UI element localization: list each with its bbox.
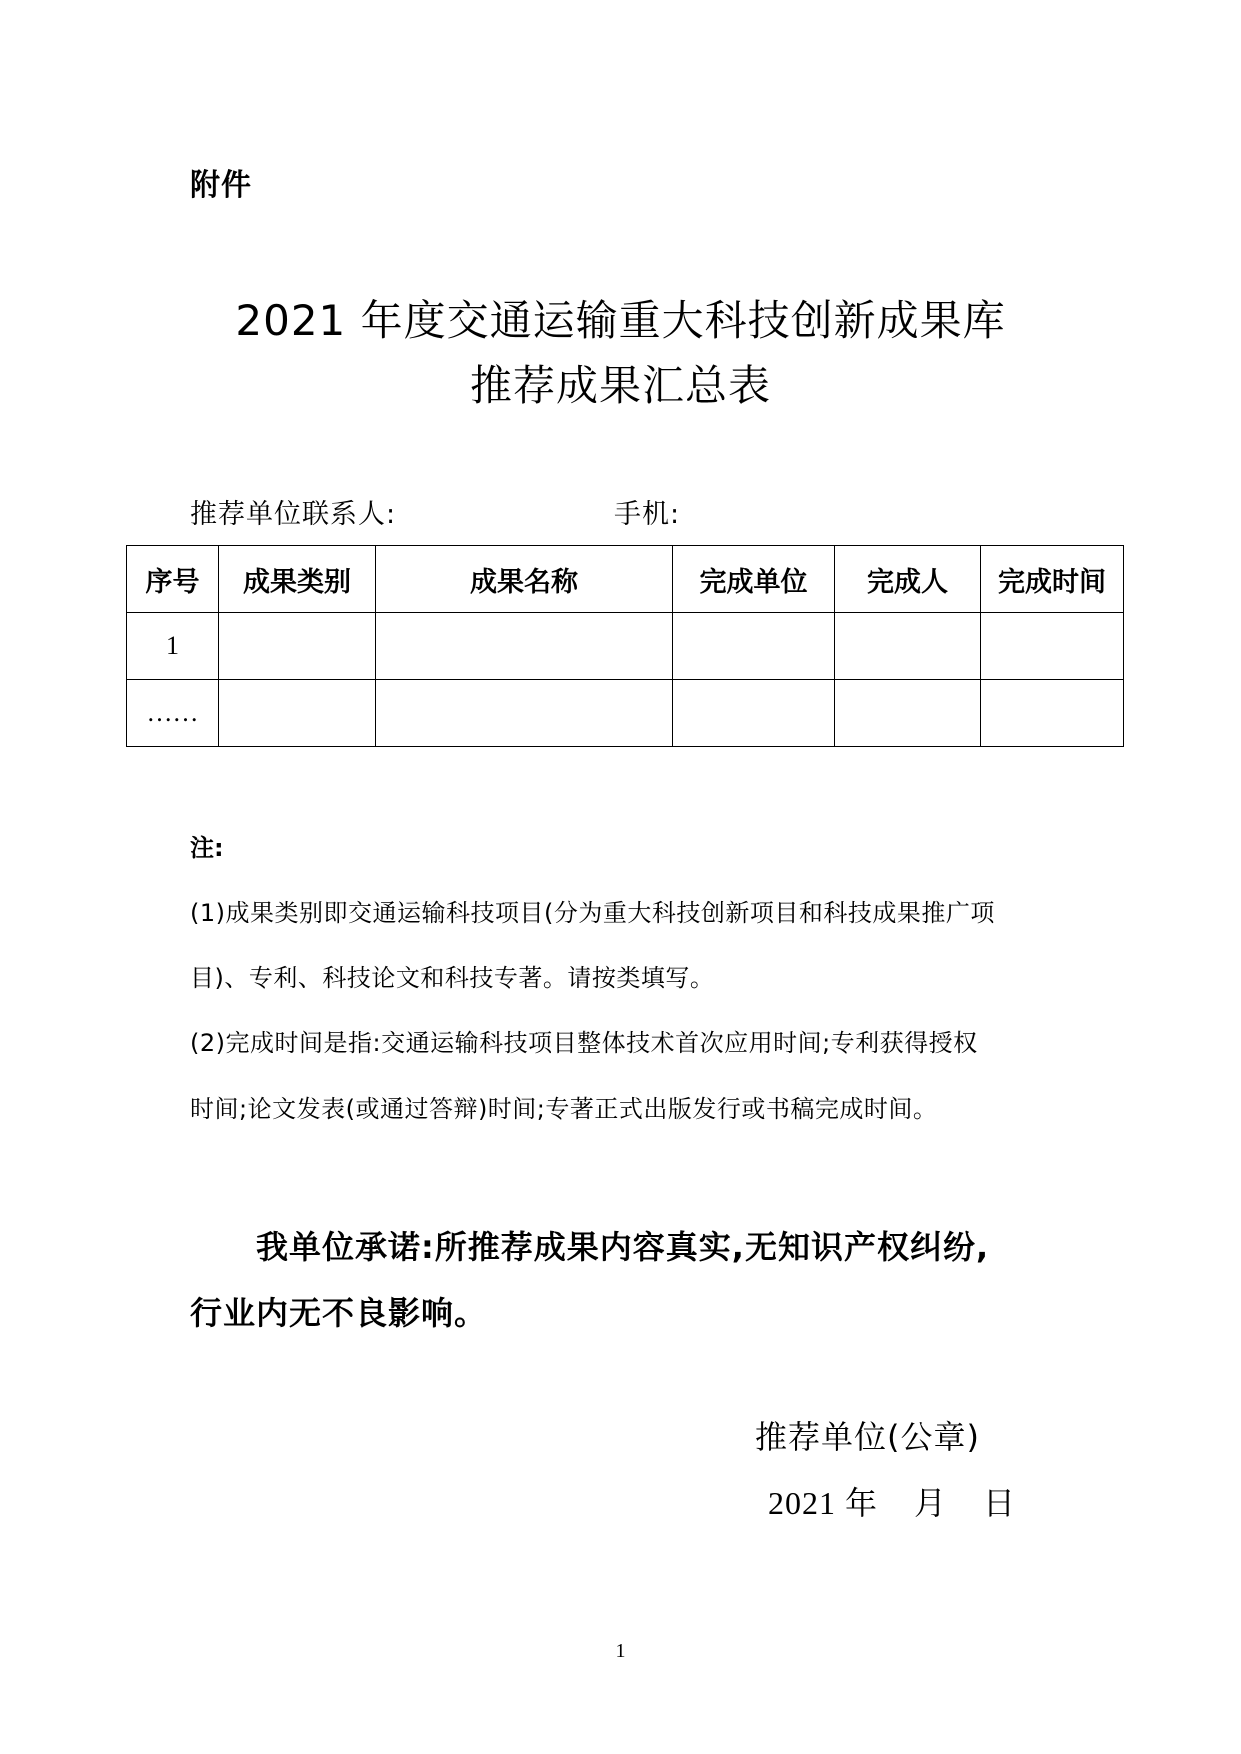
signature-date: 2021 年 月 日	[768, 1485, 1017, 1521]
note-1-line-2: 目)、专利、科技论文和科技专著。请按类填写。	[190, 964, 715, 992]
table-row	[127, 613, 1124, 680]
header-completer: 完成人	[835, 546, 981, 613]
table-cell: 1	[127, 613, 219, 680]
table-cell	[219, 680, 376, 747]
table-cell: ……	[127, 680, 219, 747]
header-result-category: 成果类别	[219, 546, 376, 613]
table-cell	[673, 613, 835, 680]
table-cell	[981, 613, 1124, 680]
table-cell	[219, 613, 376, 680]
table-cell	[376, 680, 673, 747]
table-cell	[835, 680, 981, 747]
note-2-line-1: (2)完成时间是指:交通运输科技项目整体技术首次应用时间;专利获得授权	[190, 1029, 978, 1057]
note-2-line-2: 时间;论文发表(或通过答辩)时间;专著正式出版发行或书稿完成时间。	[190, 1095, 938, 1123]
header-completion-time: 完成时间	[981, 546, 1124, 613]
header-completing-unit: 完成单位	[673, 546, 835, 613]
table-cell	[981, 680, 1124, 747]
page-number: 1	[615, 1640, 626, 1662]
header-serial-number: 序号	[127, 546, 219, 613]
table-cell	[835, 613, 981, 680]
notes-heading: 注:	[190, 834, 224, 862]
promise-line-1: 我单位承诺:所推荐成果内容真实,无知识产权纠纷,	[256, 1228, 990, 1266]
attachment-label: 附件	[190, 168, 252, 203]
table-cell	[376, 613, 673, 680]
document-title-line1: 2021 年度交通运输重大科技创新成果库	[235, 296, 1006, 345]
note-1-line-1: (1)成果类别即交通运输科技项目(分为重大科技创新项目和科技成果推广项	[190, 899, 995, 927]
contact-person-label: 推荐单位联系人:	[190, 499, 397, 530]
document-title-line2: 推荐成果汇总表	[469, 361, 771, 410]
header-result-name: 成果名称	[376, 546, 673, 613]
promise-line-2: 行业内无不良影响。	[190, 1294, 488, 1332]
table-header-row	[127, 546, 1124, 613]
table-cell	[673, 680, 835, 747]
recommending-unit-seal: 推荐单位(公章)	[755, 1418, 980, 1456]
phone-label: 手机:	[614, 499, 681, 530]
table-row	[127, 680, 1124, 747]
summary-table	[126, 545, 1124, 747]
